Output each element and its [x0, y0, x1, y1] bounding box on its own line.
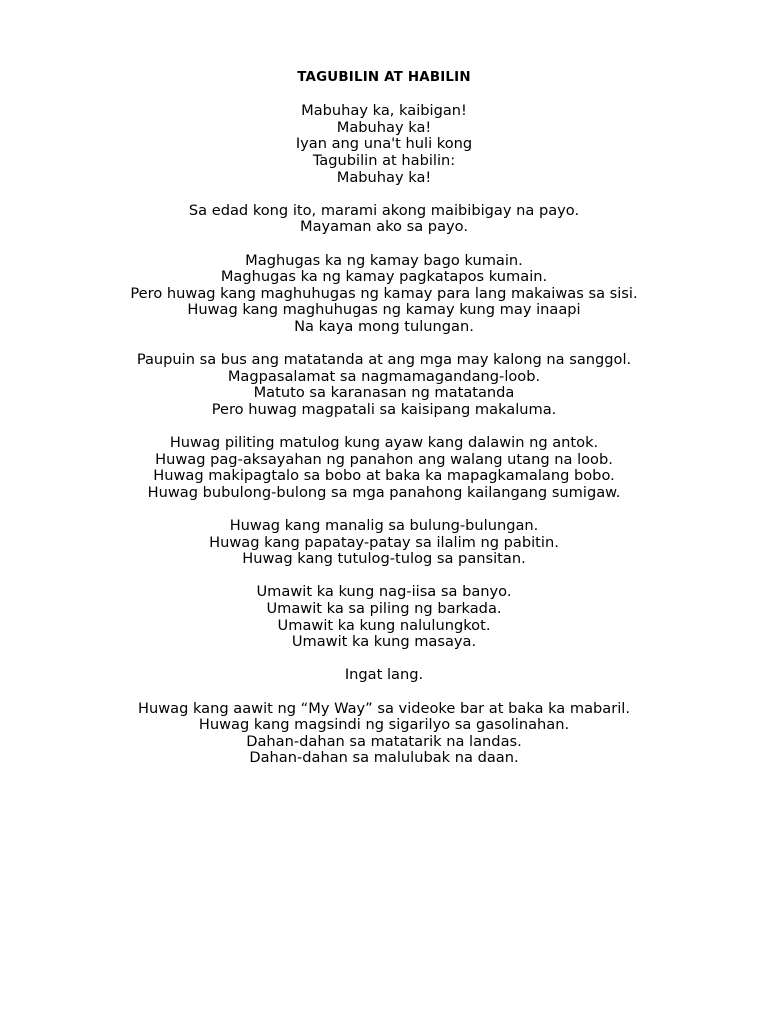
poem-line: Dahan-dahan sa malulubak na daan.: [249, 749, 519, 767]
poem-line: Matuto sa karanasan ng matatanda: [253, 384, 515, 402]
poem-line: Umawit ka kung nag-iisa sa banyo.: [256, 583, 512, 601]
stanza: [80, 584, 688, 650]
poem-line: Iyan ang una't huli kong: [295, 135, 473, 153]
poem-line: Huwag kang maghuhugas ng kamay kung may inaapi: [187, 301, 581, 319]
poem-title: TAGUBILIN AT HABILIN: [297, 70, 471, 85]
stanza: [80, 667, 688, 684]
poem-line: Ingat lang.: [344, 666, 424, 684]
poem-line: Huwag kang papatay-patay sa ilalim ng pabitin.: [209, 533, 559, 551]
poem-line: Huwag kang manalig sa bulung-bulungan.: [229, 517, 539, 535]
poem-line: Mayaman ako sa payo.: [300, 218, 468, 236]
poem-line: Umawit ka kung masaya.: [291, 633, 477, 651]
poem-line: Sa edad kong ito, marami akong maibibigay na payo.: [188, 201, 580, 219]
poem-line: Huwag makipagtalo sa bobo at baka ka mapagkamalang bobo.: [153, 467, 615, 485]
stanza: [80, 435, 688, 501]
stanza: [80, 103, 688, 186]
poem-line: Maghugas ka ng kamay pagkatapos kumain.: [220, 268, 548, 286]
poem-line: Mabuhay ka, kaibigan!: [301, 102, 467, 120]
stanza: [80, 203, 688, 236]
poem-body: [80, 70, 688, 784]
poem-line: Mabuhay ka!: [336, 118, 432, 136]
poem-line: Pero huwag kang maghuhugas ng kamay para lang makaiwas sa sisi.: [130, 284, 638, 302]
poem-line: Tagubilin at habilin:: [312, 151, 456, 169]
poem-line: Magpasalamat sa nagmamagandang-loob.: [227, 367, 541, 385]
stanza: [80, 253, 688, 336]
poem-line: Pero huwag magpatali sa kaisipang makaluma.: [211, 400, 557, 418]
poem-line: Maghugas ka ng kamay bago kumain.: [245, 251, 523, 269]
poem-line: Na kaya mong tulungan.: [294, 317, 474, 335]
stanza: [80, 701, 688, 767]
poem-line: Umawit ka sa piling ng barkada.: [266, 600, 502, 617]
poem-line: Huwag kang aawit ng “My Way” sa videoke bar at baka ka mabaril.: [137, 699, 630, 717]
poem-line: Huwag kang magsindi ng sigarilyo sa gasolinahan.: [198, 716, 570, 734]
poem-line: Huwag piliting matulog kung ayaw kang dalawin ng antok.: [169, 434, 599, 452]
poem-line: Huwag kang tutulog-tulog sa pansitan.: [242, 550, 526, 568]
poem-line: Dahan-dahan sa matatarik na landas.: [246, 732, 522, 750]
stanza: [80, 352, 688, 418]
poem-line: Paupuin sa bus ang matatanda at ang mga may kalong na sanggol.: [136, 351, 632, 369]
stanza: [80, 518, 688, 568]
poem-line: Huwag bubulong-bulong sa mga panahong kailangang sumigaw.: [147, 483, 621, 501]
poem-line: Mabuhay ka!: [336, 168, 432, 186]
poem-line: Umawit ka kung nalulungkot.: [277, 616, 491, 634]
poem-line: Huwag pag-aksayahan ng panahon ang walang utang na loob.: [155, 450, 613, 468]
